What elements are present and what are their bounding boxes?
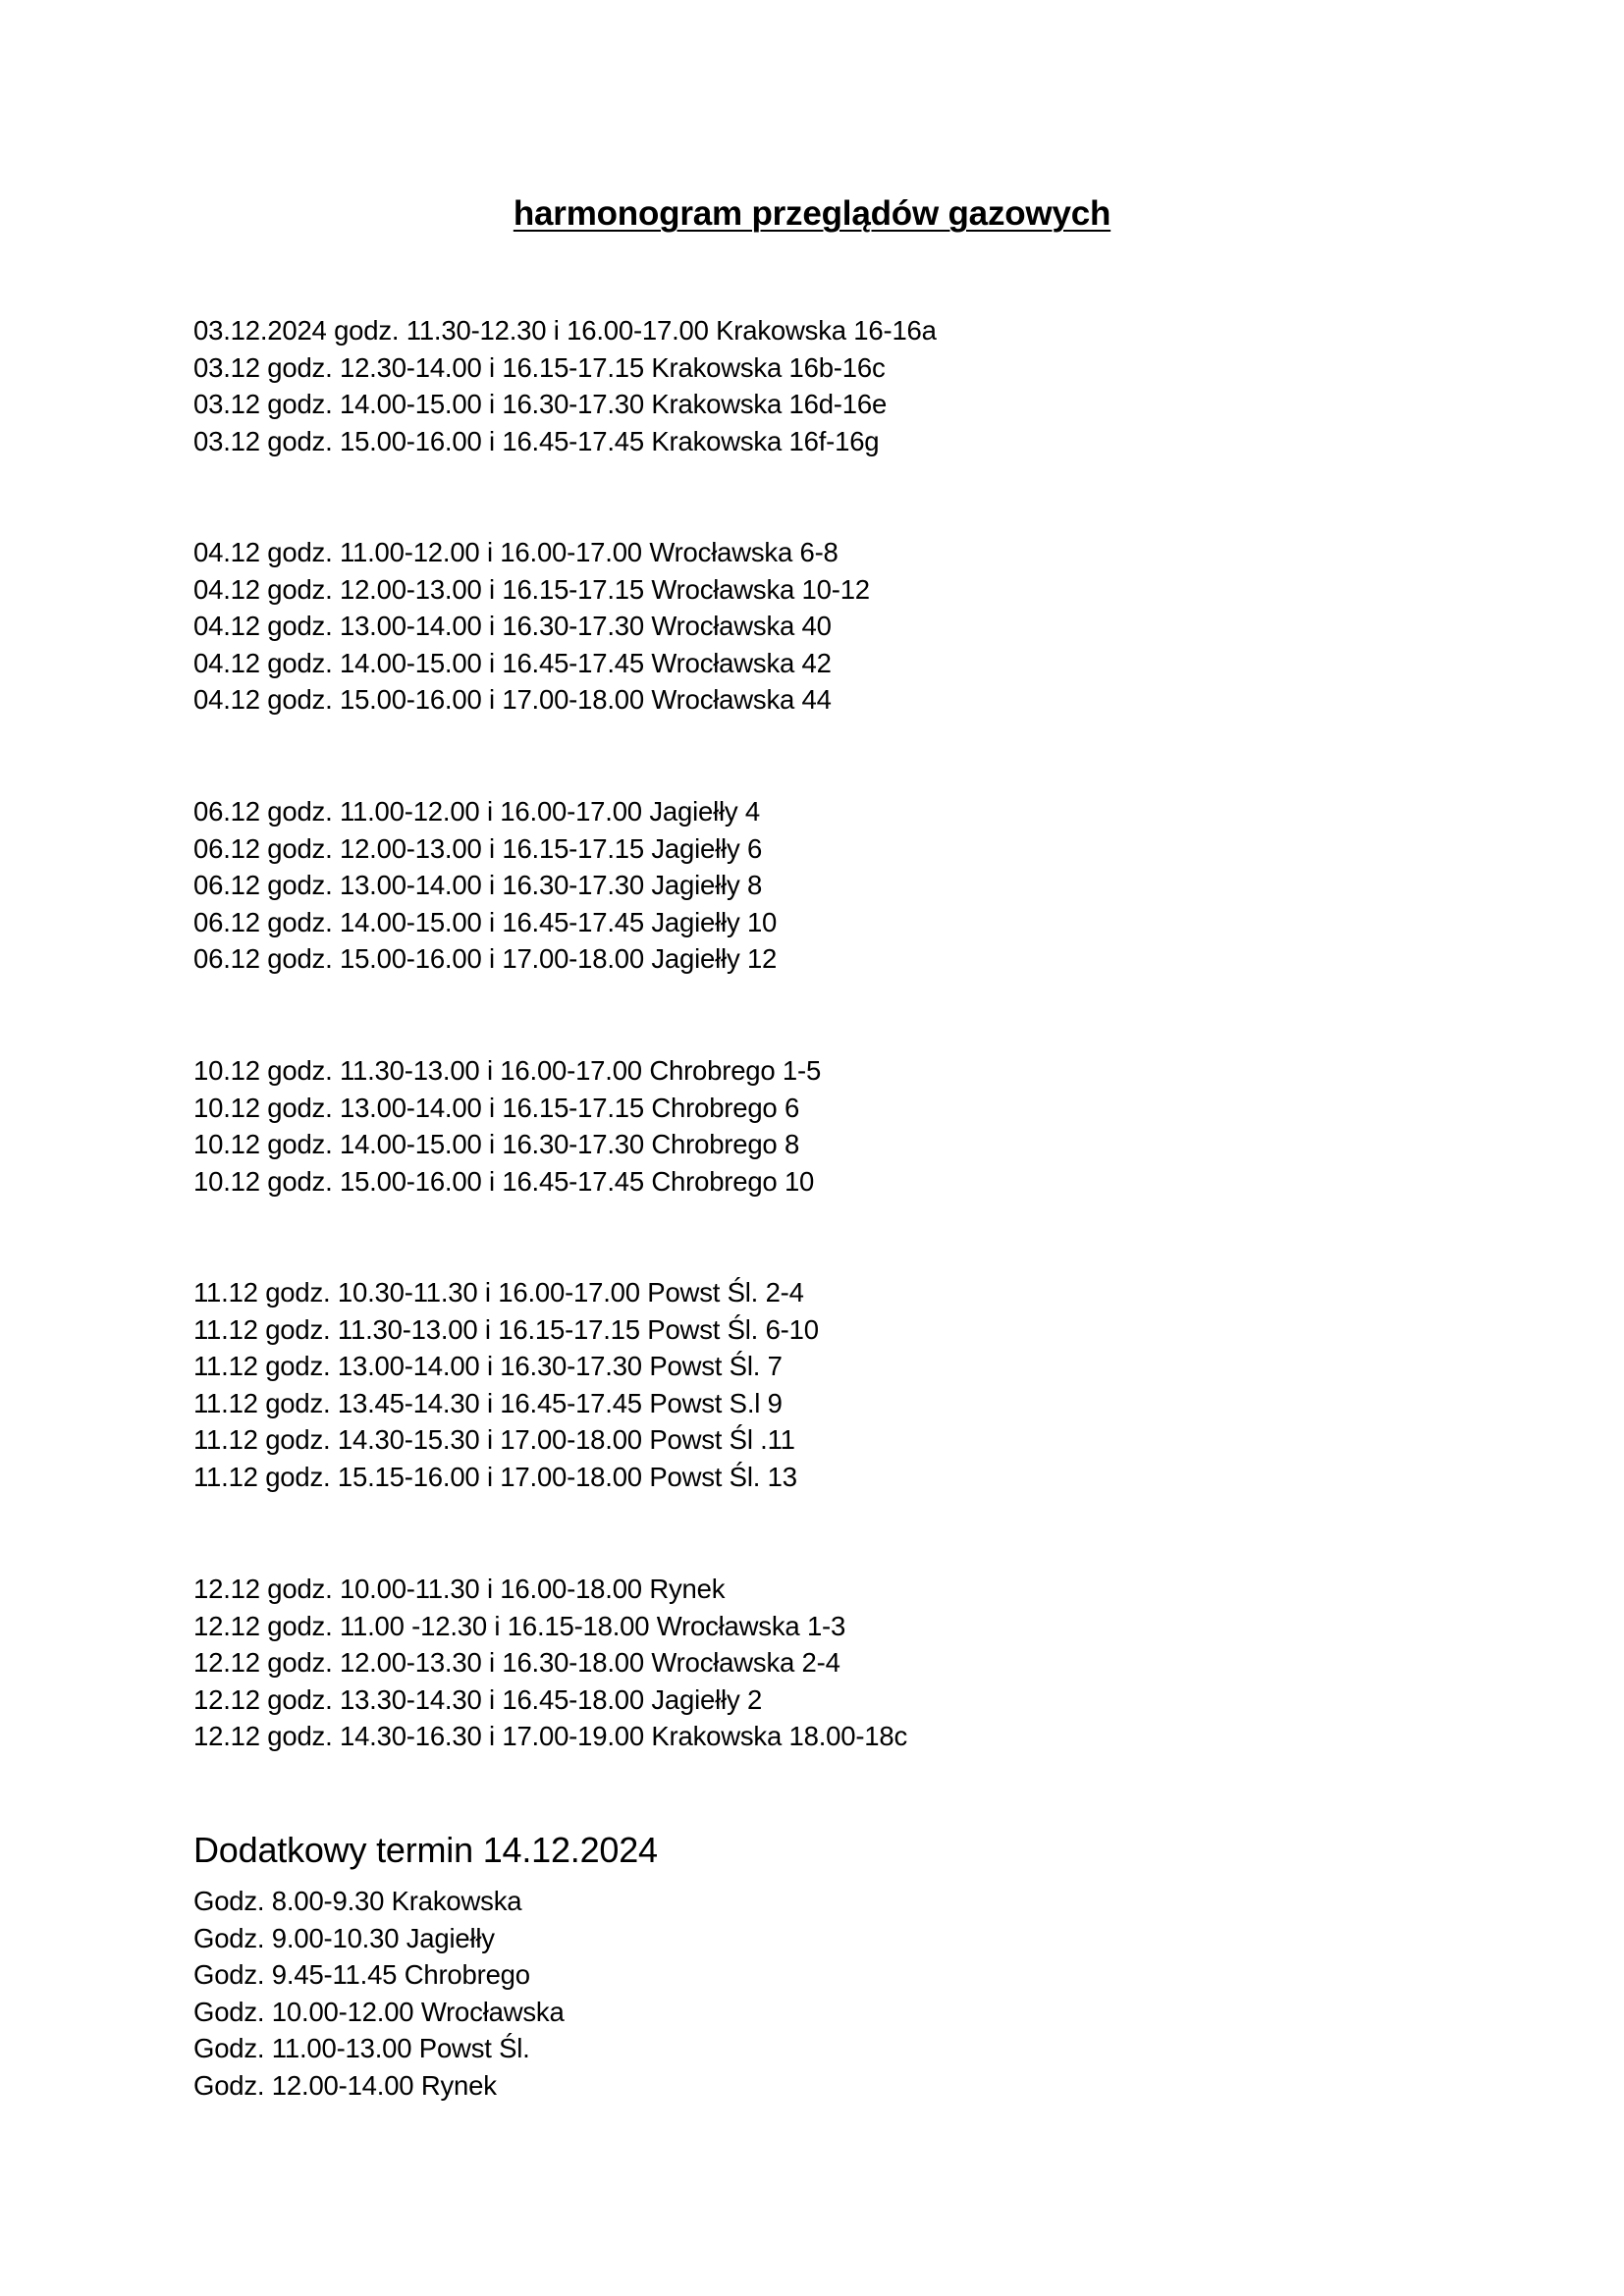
schedule-line: 11.12 godz. 11.30-13.00 i 16.15-17.15 Powst Śl. 6-10 [193, 1313, 819, 1345]
schedule-line: 12.12 godz. 12.00-13.30 i 16.30-18.00 Wrocławska 2-4 [193, 1647, 840, 1679]
extra-date-list [193, 1883, 565, 2105]
schedule-group-0412 [193, 534, 870, 719]
schedule-line: 04.12 godz. 12.00-13.00 i 16.15-17.15 Wrocławska 10-12 [193, 573, 870, 605]
schedule-line: 10.12 godz. 13.00-14.00 i 16.15-17.15 Chrobrego 6 [193, 1092, 800, 1123]
schedule-group-1212 [193, 1571, 907, 1755]
schedule-line: 12.12 godz. 13.30-14.30 i 16.45-18.00 Jagiełły 2 [193, 1683, 763, 1715]
schedule-line: 03.12 godz. 15.00-16.00 i 16.45-17.45 Krakowska 16f-16g [193, 425, 880, 456]
schedule-line: 03.12.2024 godz. 11.30-12.30 i 16.00-17.00 Krakowska 16-16a [193, 315, 937, 346]
schedule-line: 03.12 godz. 12.30-14.00 i 16.15-17.15 Krakowska 16b-16c [193, 351, 886, 383]
schedule-line: 06.12 godz. 12.00-13.00 i 16.15-17.15 Jagiełły 6 [193, 832, 763, 864]
schedule-line: 10.12 godz. 15.00-16.00 i 16.45-17.45 Chrobrego 10 [193, 1165, 815, 1197]
document-title: harmonogram przeglądów gazowych [513, 194, 1111, 233]
extra-date-heading: Dodatkowy termin 14.12.2024 [193, 1830, 658, 1870]
schedule-group-0612 [193, 793, 777, 978]
extra-date-line: Godz. 8.00-9.30 Krakowska [193, 1886, 522, 1916]
schedule-group-1112 [193, 1274, 819, 1496]
extra-date-line: Godz. 9.00-10.30 Jagiełły [193, 1922, 495, 1953]
schedule-line: 06.12 godz. 15.00-16.00 i 17.00-18.00 Jagiełły 12 [193, 943, 778, 975]
schedule-line: 04.12 godz. 13.00-14.00 i 16.30-17.30 Wrocławska 40 [193, 611, 832, 642]
schedule-line: 11.12 godz. 14.30-15.30 i 17.00-18.00 Powst Śl .11 [193, 1424, 795, 1456]
schedule-line: 11.12 godz. 15.15-16.00 i 17.00-18.00 Powst Śl. 13 [193, 1461, 797, 1492]
schedule-line: 10.12 godz. 14.00-15.00 i 16.30-17.30 Chrobrego 8 [193, 1129, 800, 1160]
schedule-line: 11.12 godz. 13.00-14.00 i 16.30-17.30 Powst Śl. 7 [193, 1351, 783, 1382]
schedule-line: 11.12 godz. 10.30-11.30 i 16.00-17.00 Powst Śl. 2-4 [193, 1277, 804, 1308]
schedule-group-1012 [193, 1052, 821, 1200]
schedule-line: 06.12 godz. 14.00-15.00 i 16.45-17.45 Jagiełły 10 [193, 906, 778, 937]
schedule-line: 12.12 godz. 11.00 -12.30 i 16.15-18.00 Wrocławska 1-3 [193, 1610, 846, 1641]
schedule-line: 03.12 godz. 14.00-15.00 i 16.30-17.30 Krakowska 16d-16e [193, 389, 888, 420]
extra-date-line: Godz. 10.00-12.00 Wrocławska [193, 1996, 565, 2027]
schedule-line: 04.12 godz. 14.00-15.00 i 16.45-17.45 Wrocławska 42 [193, 647, 832, 678]
schedule-line: 12.12 godz. 14.30-16.30 i 17.00-19.00 Krakowska 18.00-18c [193, 1721, 908, 1752]
schedule-line: 04.12 godz. 11.00-12.00 i 16.00-17.00 Wrocławska 6-8 [193, 537, 839, 567]
schedule-line: 10.12 godz. 11.30-13.00 i 16.00-17.00 Chrobrego 1-5 [193, 1055, 822, 1086]
schedule-line: 04.12 godz. 15.00-16.00 i 17.00-18.00 Wrocławska 44 [193, 684, 832, 716]
schedule-group-0312 [193, 312, 937, 459]
schedule-line: 12.12 godz. 10.00-11.30 i 16.00-18.00 Rynek [193, 1574, 726, 1604]
schedule-line: 11.12 godz. 13.45-14.30 i 16.45-17.45 Powst S.l 9 [193, 1387, 783, 1418]
schedule-line: 06.12 godz. 13.00-14.00 i 16.30-17.30 Jagiełły 8 [193, 870, 763, 901]
extra-date-line: Godz. 12.00-14.00 Rynek [193, 2069, 497, 2101]
extra-date-line: Godz. 11.00-13.00 Powst Śl. [193, 2033, 530, 2064]
extra-date-line: Godz. 9.45-11.45 Chrobrego [193, 1959, 530, 1991]
schedule-line: 06.12 godz. 11.00-12.00 i 16.00-17.00 Jagiełły 4 [193, 796, 760, 827]
